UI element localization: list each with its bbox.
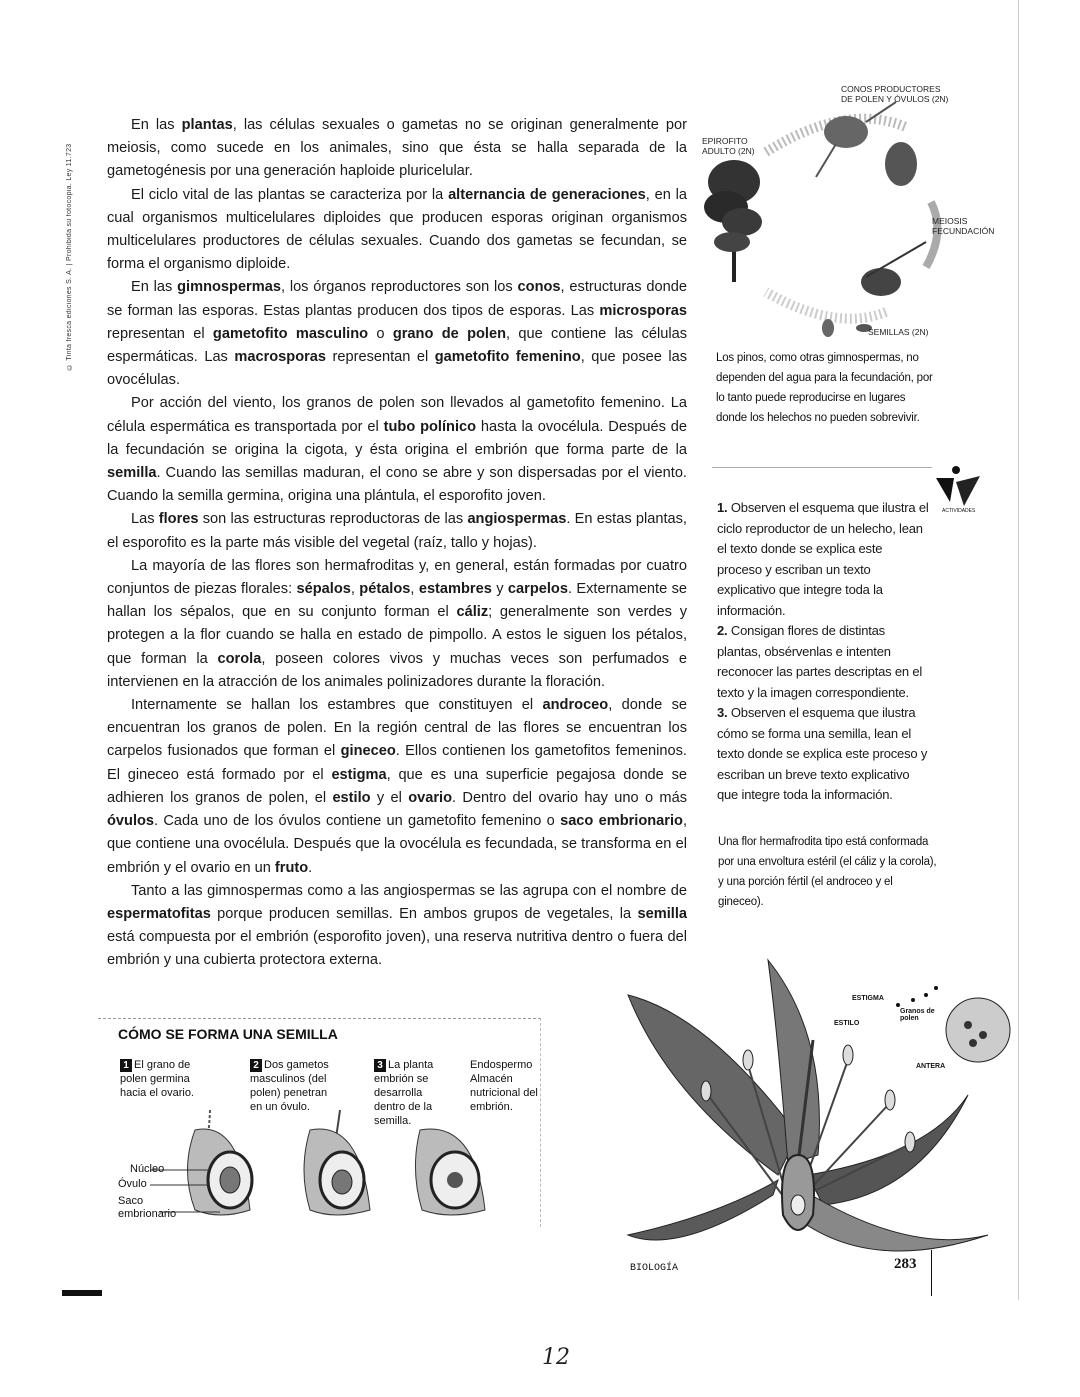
text-run: . En estas plantas, el esporofito es la parte más visible del vegetal (raíz, tallo y hojas). [107,511,687,551]
bold-term: angiospermas [467,511,567,528]
bold-term: sépalos [296,581,351,598]
bold-term: pétalos [359,581,411,598]
text-run: o [368,325,393,342]
bold-term: gametofito masculino [212,325,369,342]
seed-step-1 [120,1058,200,1100]
label-meiosis: MEIOSIS FECUNDACIÓN [932,216,995,236]
text-run: está compuesta por el embrión (esporofito joven), una reserva nutritiva dentro o fuera del embrión y una cubierta protectora externa. [107,929,687,969]
text-run: . [308,859,313,876]
seed-box-title: CÓMO SE FORMA UNA SEMILLA [118,1026,338,1042]
endosperm-label: Endospermo Almacén nutricional del embrión. [470,1059,538,1113]
bold-term: microsporas [599,302,687,319]
bold-term: gineceo [340,743,396,760]
text-run: son las estructuras reproductoras de las [198,511,468,528]
text-run: ; generalmente son verdes y protegen a la flor cuando se halla en estado de pimpollo. A estos le siguen los pétalos, que forman la [107,604,687,667]
text-run: Por acción del viento, los granos de polen son llevados al gametofito femenino. La célula espermática es transportada por el [107,395,687,435]
paragraph [107,508,687,554]
bold-term: saco embrionario [560,813,683,830]
step-number: 1 [120,1059,132,1072]
nucleo-label: Núcleo [130,1163,165,1175]
bold-term: carpelos [507,581,568,598]
step-text: La planta embrión se desarrolla dentro de la semilla. [374,1059,434,1127]
bold-term: gimnospermas [177,279,281,296]
bold-term: semilla [107,465,157,482]
text-run: , [410,581,419,598]
bold-term: gametofito femenino [434,349,581,366]
text-run: , estructuras donde se forman las esporas. Estas plantas producen dos tipos de esporas. Las [107,279,687,319]
text-run: . Cuando las semillas maduran, el cono se abre y son dispersadas por el viento. Cuando la semilla germina, origina una plántula, el esporofito joven. [107,465,687,505]
text-run: La mayoría de las flores son hermafroditas y, en general, están formadas por cuatro conjuntos de piezas florales: [107,557,687,598]
antera-label: ANTERA [916,1063,946,1070]
bold-term: semilla [637,905,687,922]
text-run: En las [131,279,178,296]
activity-text: Observen el esquema que ilustra el ciclo reproductor de un helecho, lean el texto donde se explica este proceso y escriban un texto explicativo que integre toda la información. [717,500,929,618]
text-run: representan el [107,325,213,342]
step-number: 3 [374,1059,386,1072]
label-seeds: SEMILLAS (2N) [868,327,929,337]
handwritten-mark: 12 [542,1345,570,1370]
activities-divider [712,467,932,468]
paragraph [107,694,687,880]
footer-rule [931,1250,932,1296]
main-text-column [107,114,687,973]
pine-cycle-figure [696,82,1006,350]
activity-text: Observen el esquema que ilustra cómo se forma una semilla, lean el texto donde se explica este proceso y escriban un breve texto explicativo que integre toda la información. [717,705,928,802]
bold-term: fruto [274,859,309,876]
bold-term: estambres [418,581,492,598]
step-text: Dos gametos masculinos (del polen) penetran en un óvulo. [250,1059,329,1113]
activities-logo [930,462,990,522]
paragraph [107,276,687,392]
activity-number: 1. [717,500,728,515]
bold-term: óvulos [107,813,155,830]
ovulo-label: Óvulo [118,1178,147,1190]
text-run: , los órganos reproductores son los [280,279,518,296]
activity-number: 2. [717,623,728,638]
bold-term: espermatofitas [107,905,211,922]
pine-caption: Los pinos, como otras gimnospermas, no dependen del agua para la fecundación, por lo tanto puede reproducirse en lugares donde los helechos no pueden sobrevivir. [716,352,933,424]
text-run: , poseen colores vivos y muchas veces son perfumados e intervienen en la atracción de los animales polinizadores durante la floración. [107,650,687,690]
text-run: . Externamente se hallan los sépalos, que en su conjunto forman el [107,581,688,621]
bold-term: corola [217,650,262,667]
text-run: , las células sexuales o gametas no se originan generalmente por meiosis, como sucede en los animales, sino que ésta se halla separada de la gametogénesis por una generación haploide pluricelular. [107,117,687,180]
saco-label: Saco embrionario [118,1195,177,1220]
text-run: porque producen semillas. En ambos grupos de vegetales, la [210,905,638,922]
text-run: y [491,581,508,598]
activities-logo-text: ACTIVIDADES [942,508,976,514]
paragraph [107,880,687,973]
paragraph [107,114,687,184]
text-run: , [350,581,360,598]
text-run: Tanto a las gimnospermas como a las angiospermas se las agrupa con el nombre de [131,882,687,899]
bold-term: estigma [331,766,387,783]
activity-text: Consigan flores de distintas plantas, obsérvenlas e intenten reconocer las partes descriptas en el texto y la imagen correspondiente. [717,623,923,700]
paragraph [107,184,687,277]
flower-caption: Una flor hermafrodita tipo está conformada por una envoltura estéril (el cáliz y la corola), y una porción fértil (el androceo y el gineceo). [718,836,937,908]
footer-section: BIOLOGÍA [630,1263,679,1274]
copyright-side-note: © Tinta fresca ediciones S. A. | Prohibida su fotocopia. Ley 11.723 [66,143,73,370]
text-run: . Dentro del ovario hay uno o más [452,789,687,806]
paragraph [107,555,687,694]
text-run: , que contiene una ovocélula. Después que la ovocélula es fecundada, se transforma en el embrión y el ovario en un [107,813,688,876]
bold-term: estilo [332,789,371,806]
text-run: , que contiene las células espermáticas. Las [107,325,687,366]
text-run: Internamente se hallan los estambres que constituyen el [131,697,543,714]
activities-logo-icon [930,462,990,512]
bold-term: ovario [408,789,453,806]
flower-illustration [608,955,1018,1255]
text-run: representan el [326,349,435,366]
text-run: . Cada uno de los óvulos contiene un gametofito femenino o [154,813,561,830]
paragraph [107,392,687,508]
bold-term: grano de polen [392,325,506,342]
bold-term: alternancia de generaciones [448,186,646,203]
bold-term: flores [158,511,199,528]
text-run: y el [370,789,409,806]
granos-label: Granos de polen [900,1008,935,1022]
text-run: . Ellos contienen los gametofitos femeninos. El gineceo está formado por el [107,743,687,783]
estigma-label: ESTIGMA [852,995,884,1002]
activity-item [717,498,929,621]
step-text: El grano de polen germina hacia el ovario. [120,1059,194,1099]
text-run: hasta la ovocélula. Después de la fecundación se origina la cigota, y ésta origina el embrión que forma parte de la [107,418,687,458]
page-edge-line [1018,0,1019,1300]
activities-list [717,498,929,806]
label-sporophyte: EPIROFITO ADULTO (2N) [702,136,755,156]
text-run: , donde se encuentran los granos de polen. En la región central de las flores se encuentran los carpelos fusionados que forman el [107,697,687,760]
page-number: 283 [894,1256,917,1272]
text-run: En las [131,117,182,133]
bold-term: macrosporas [234,349,327,366]
step-number: 2 [250,1059,262,1072]
label-cones: CONOS PRODUCTORES DE POLEN Y ÓVULOS (2N) [841,84,949,104]
text-run: El ciclo vital de las plantas se caracteriza por la [131,186,449,203]
page-corner-mark [62,1290,102,1296]
text-run: Las [131,511,159,528]
bold-term: plantas [181,117,233,133]
bold-term: cáliz [456,604,489,621]
bold-term: androceo [542,697,609,714]
text-run: , que posee las ovocélulas. [107,349,687,389]
activity-item [717,621,929,703]
activity-number: 3. [717,705,728,720]
activity-item [717,703,929,806]
text-run: , en la cual organismos multicelulares diploides que producen esporas originan organismos multicelulares productores de células sexuales. Cuando dos gametas se fecundan, se forma el organismo diploide. [107,186,687,273]
bold-term: tubo polínico [383,418,477,435]
bold-term: conos [517,279,561,296]
estilo-label: ESTILO [834,1020,860,1027]
text-run: , que es una superficie pegajosa donde se adhieren los granos de polen, el [107,766,687,806]
